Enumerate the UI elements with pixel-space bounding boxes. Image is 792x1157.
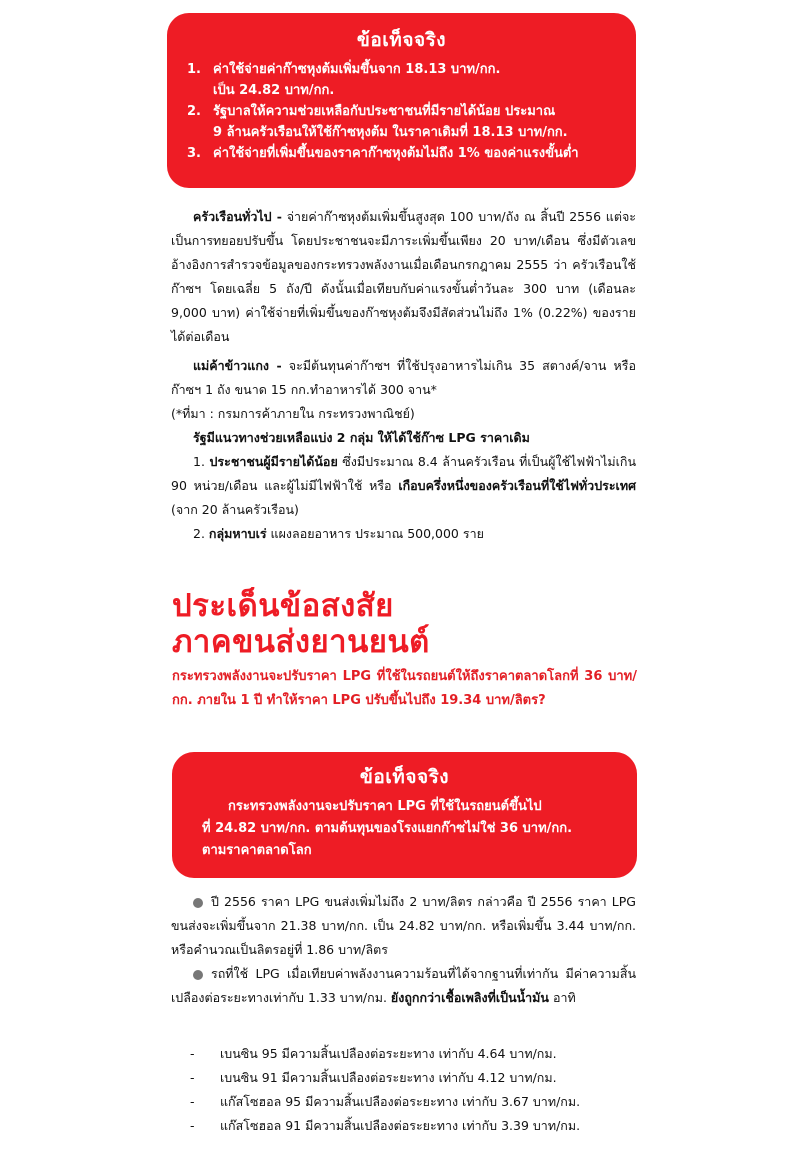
fuel-item: - แก๊สโซฮอล 95 มีความสิ้นเปลืองต่อระยะทาง เท่ากับ 3.67 บาท/กม. <box>190 1094 581 1109</box>
fact-box-1 <box>167 13 636 188</box>
bullet-icon <box>193 970 203 980</box>
fuel-list <box>190 1042 640 1138</box>
headline-line-1: ประเด็นข้อสงสัย <box>172 588 394 624</box>
gov-heading: รัฐมีแนวทางช่วยเหลือแบ่ง 2 กลุ่ม ให้ได้ใช้ก๊าซ LPG ราคาเดิม <box>193 430 530 445</box>
vendor-label: แม่ค้าข้าวแกง - <box>193 358 282 373</box>
question-text: กระทรวงพลังงานจะปรับราคา LPG ที่ใช้ในรถยนต์ให้ถึงราคาตลาดโลกที่ 36 บาท/กก. ภายใน 1 ปี ทำให้ราคา LPG ปรับขึ้นไปถึง 19.34 บาท/ลิตร? <box>172 669 637 708</box>
fact-item: 1. ค่าใช้จ่ายค่าก๊าซหุงต้มเพิ่มขึ้นจาก 18.13 บาท/กก. เป็น 24.82 บาท/กก. <box>187 62 501 98</box>
gov-group-1: 1. ประชาชนผู้มีรายได้น้อย ซึ่งมีประมาณ 8.4 ล้านครัวเรือน ที่เป็นผู้ใช้ไฟฟ้าไม่เกิน 90 หน่วย/เดือน และผู้ไม่มีไฟฟ้าใช้ หรือ เกือบครึ่งหนึ่งของครัวเรือนที่ใช้ไฟทั่วประเทศ (จาก 20 ล้านครัวเรือน) <box>171 454 636 517</box>
fact-text: ค่าใช้จ่ายที่เพิ่มขึ้นของราคาก๊าซหุงต้มไม่ถึง 1% ของค่าแรงขั้นต่ำ <box>213 146 579 161</box>
fact-text: ค่าใช้จ่ายค่าก๊าซหุงต้มเพิ่มขึ้นจาก 18.13 บาท/กก. <box>213 62 501 77</box>
households-text: จ่ายค่าก๊าซหุงต้มเพิ่มขึ้นสูงสุด 100 บาท/ถัง ณ สิ้นปี 2556 แต่จะเป็นการทยอยปรับขึ้น โดยประชาชนจะมีภาระเพิ่มขึ้นเพียง 20 บาท/เดือน ซึ่งมีตัวเลขอ้างอิงการสำรวจข้อมูลของกระทรวงพลังงานเมื่อเดือนกรกฎาคม 2555 ว่า ครัวเรือนใช้ก๊าซฯ โดยเฉลี่ย 5 ถัง/ปี ดังนั้นเมื่อเทียบกับค่าแรงขั้นต่ำวันละ 300 บาท (เดือนละ 9,000 บาท) ค่าใช้จ่ายที่เพิ่มขึ้นของก๊าซหุงต้มจึงมีสัดส่วนไม่ถึง 1% (0.22%) ของรายได้ต่อเดือน <box>171 209 636 344</box>
households-paragraph <box>171 205 636 349</box>
fact-text: เป็น 24.82 บาท/กก. <box>213 83 335 98</box>
bullets-section <box>171 890 636 1010</box>
fact-box-title: ข้อเท็จจริง <box>356 29 447 51</box>
fact-list <box>167 59 636 164</box>
bullet-item: รถที่ใช้ LPG เมื่อเทียบค่าพลังงานความร้อนที่ได้จากฐานที่เท่ากัน มีค่าความสิ้นเปลืองต่อระยะทางเท่ากับ 1.33 บาท/กม. ยังถูกกว่าเชื้อเพลิงที่เป็นน้ำมัน อาทิ <box>171 966 636 1005</box>
fact-box-2 <box>172 752 637 878</box>
fact-text: รัฐบาลให้ความช่วยเหลือกับประชาชนที่มีรายได้น้อย ประมาณ <box>213 104 556 119</box>
bullet-icon <box>193 898 203 908</box>
bullet-item: ปี 2556 ราคา LPG ขนส่งเพิ่มไม่ถึง 2 บาท/ลิตร กล่าวคือ ปี 2556 ราคา LPG ขนส่งจะเพิ่มขึ้นจาก 21.38 บาท/กก. เป็น 24.82 บาท/กก. หรือเพิ่มขึ้น 3.44 บาท/กก. หรือคำนวณเป็นลิตรอยู่ที่ 1.86 บาท/ลิตร <box>171 894 636 957</box>
fuel-item: - แก๊สโซฮอล 91 มีความสิ้นเปลืองต่อระยะทาง เท่ากับ 3.39 บาท/กม. <box>190 1118 581 1133</box>
fuel-item: - เบนซิน 91 มีความสิ้นเปลืองต่อระยะทาง เท่ากับ 4.12 บาท/กม. <box>190 1070 557 1085</box>
fact-item: 3. ค่าใช้จ่ายที่เพิ่มขึ้นของราคาก๊าซหุงต้มไม่ถึง 1% ของค่าแรงขั้นต่ำ <box>187 143 628 164</box>
gov-group-2: 2. กลุ่มหาบเร่ แผงลอยอาหาร ประมาณ 500,000 ราย <box>193 526 484 541</box>
fact-text: 9 ล้านครัวเรือนให้ใช้ก๊าซหุงต้ม ในราคาเดิมที่ 18.13 บาท/กก. <box>213 125 568 140</box>
households-label: ครัวเรือนทั่วไป - <box>193 209 282 224</box>
section-headline <box>172 588 430 660</box>
vendor-text: จะมีต้นทุนค่าก๊าซฯ ที่ใช้ปรุงอาหารไม่เกิน 35 สตางค์/จาน หรือ ก๊าซฯ 1 ถัง ขนาด 15 กก.ทำอาหารได้ 300 จาน* <box>171 358 636 397</box>
fact-box-2-body: กระทรวงพลังงานจะปรับราคา LPG ที่ใช้ในรถยนต์ขึ้นไป ที่ 24.82 บาท/กก. ตามต้นทุนของโรงแยกก๊าซไม่ใช่ 36 บาท/กก. ตามราคาตลาดโลก <box>202 799 573 858</box>
fact-item: 2. รัฐบาลให้ความช่วยเหลือกับประชาชนที่มีรายได้น้อย ประมาณ 9 ล้านครัวเรือนให้ใช้ก๊าซหุงต้ม ในราคาเดิมที่ 18.13 บาท/กก. <box>187 104 568 140</box>
headline-line-2: ภาคขนส่งยานยนต์ <box>172 624 430 660</box>
fuel-item: - เบนซิน 95 มีความสิ้นเปลืองต่อระยะทาง เท่ากับ 4.64 บาท/กม. <box>190 1046 557 1061</box>
vendor-paragraph <box>171 354 636 546</box>
vendor-source: (*ที่มา : กรมการค้าภายใน กระทรวงพาณิชย์) <box>171 406 415 421</box>
fact-box-title: ข้อเท็จจริง <box>359 766 450 788</box>
